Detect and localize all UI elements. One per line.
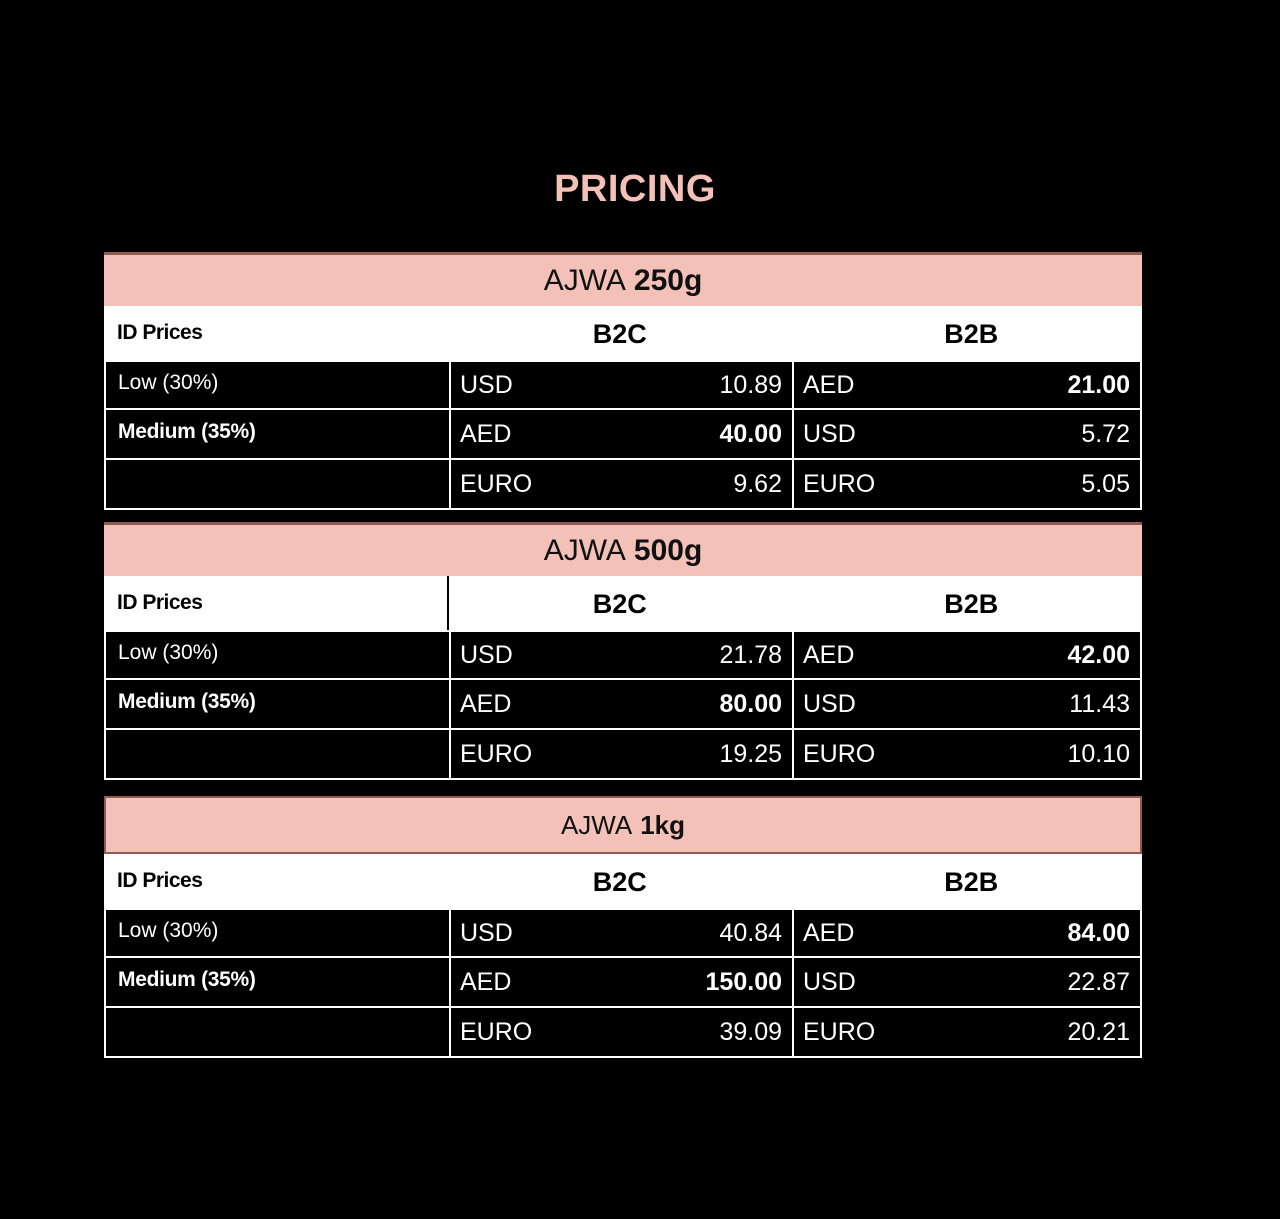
currency: AED <box>460 689 512 718</box>
b2c-cell <box>451 460 794 508</box>
product-size: 250g <box>633 263 703 297</box>
price: 40.84 <box>719 918 782 947</box>
row-label <box>106 1008 451 1056</box>
table-row <box>104 360 1142 410</box>
b2b-cell <box>794 362 1140 408</box>
b2c-cell <box>451 958 794 1006</box>
price: 84.00 <box>1067 918 1130 947</box>
table-row <box>104 730 1142 780</box>
b2b-cell <box>794 410 1140 458</box>
currency: AED <box>803 918 855 947</box>
b2c-cell <box>451 410 794 458</box>
table-row <box>104 680 1142 730</box>
row-label: Medium (35%) <box>106 410 451 458</box>
price: 11.43 <box>1069 689 1130 718</box>
row-label: Medium (35%) <box>106 958 451 1006</box>
product-band <box>104 522 1142 576</box>
b2c-cell <box>451 1008 794 1056</box>
currency: USD <box>803 967 856 996</box>
id-prices-header: ID Prices <box>104 576 449 630</box>
currency: AED <box>460 967 512 996</box>
price: 19.25 <box>719 739 782 768</box>
currency: USD <box>460 918 513 947</box>
product-size: 500g <box>633 533 703 567</box>
table-row <box>104 410 1142 460</box>
price: 10.10 <box>1067 739 1130 768</box>
b2c-cell <box>451 910 794 956</box>
page-title: PRICING <box>554 168 716 210</box>
b2c-header: B2C <box>592 318 647 349</box>
currency: EURO <box>460 1017 533 1046</box>
b2b-header: B2B <box>944 318 999 349</box>
table-row <box>104 460 1142 510</box>
table-row <box>104 908 1142 958</box>
b2b-cell <box>794 958 1140 1006</box>
row-label: Low (30%) <box>106 632 451 678</box>
product-band <box>104 796 1142 854</box>
table-header <box>104 854 1142 908</box>
table-header <box>104 576 1142 630</box>
price: 22.87 <box>1067 967 1130 996</box>
currency: EURO <box>803 739 876 768</box>
pricing-table-250g <box>104 252 1142 510</box>
currency: USD <box>460 370 513 399</box>
b2c-cell <box>451 680 794 728</box>
price: 10.89 <box>719 370 782 399</box>
product-band <box>104 252 1142 306</box>
price: 40.00 <box>719 419 782 448</box>
price: 42.00 <box>1067 640 1130 669</box>
id-prices-header: ID Prices <box>117 321 203 344</box>
currency: USD <box>460 640 513 669</box>
currency: EURO <box>803 1017 876 1046</box>
id-prices-header: ID Prices <box>117 869 203 892</box>
product-size: 1kg <box>640 809 686 840</box>
b2b-header: B2B <box>944 588 999 619</box>
product-name: AJWA <box>543 263 626 297</box>
price: 39.09 <box>719 1017 782 1046</box>
b2c-cell <box>451 362 794 408</box>
row-label <box>106 730 451 778</box>
price: 21.78 <box>719 640 782 669</box>
b2c-cell <box>451 632 794 678</box>
b2b-header: B2B <box>944 866 999 897</box>
currency: USD <box>803 689 856 718</box>
pricing-table-1kg <box>104 796 1142 1058</box>
price: 9.62 <box>733 469 782 498</box>
row-label <box>106 460 451 508</box>
currency: AED <box>803 640 855 669</box>
b2c-header: B2C <box>592 866 647 897</box>
price: 5.72 <box>1081 419 1130 448</box>
b2b-cell <box>794 680 1140 728</box>
price: 21.00 <box>1067 370 1130 399</box>
currency: EURO <box>803 469 876 498</box>
row-label: Medium (35%) <box>106 680 451 728</box>
row-label: Low (30%) <box>106 362 451 408</box>
b2b-cell <box>794 632 1140 678</box>
currency: AED <box>460 419 512 448</box>
pricing-table-500g <box>104 522 1142 780</box>
price: 5.05 <box>1081 469 1130 498</box>
table-row <box>104 958 1142 1008</box>
price: 150.00 <box>705 967 782 996</box>
price: 20.21 <box>1067 1017 1130 1046</box>
b2c-header: B2C <box>592 588 647 619</box>
product-name: AJWA <box>543 533 626 567</box>
currency: USD <box>803 419 856 448</box>
table-row <box>104 1008 1142 1058</box>
currency: EURO <box>460 739 533 768</box>
currency: AED <box>803 370 855 399</box>
table-header <box>104 306 1142 360</box>
currency: EURO <box>460 469 533 498</box>
b2b-cell <box>794 730 1140 778</box>
b2c-cell <box>451 730 794 778</box>
table-row <box>104 630 1142 680</box>
b2b-cell <box>794 460 1140 508</box>
b2b-cell <box>794 1008 1140 1056</box>
b2b-cell <box>794 910 1140 956</box>
row-label: Low (30%) <box>106 910 451 956</box>
product-name: AJWA <box>560 809 633 840</box>
price: 80.00 <box>719 689 782 718</box>
